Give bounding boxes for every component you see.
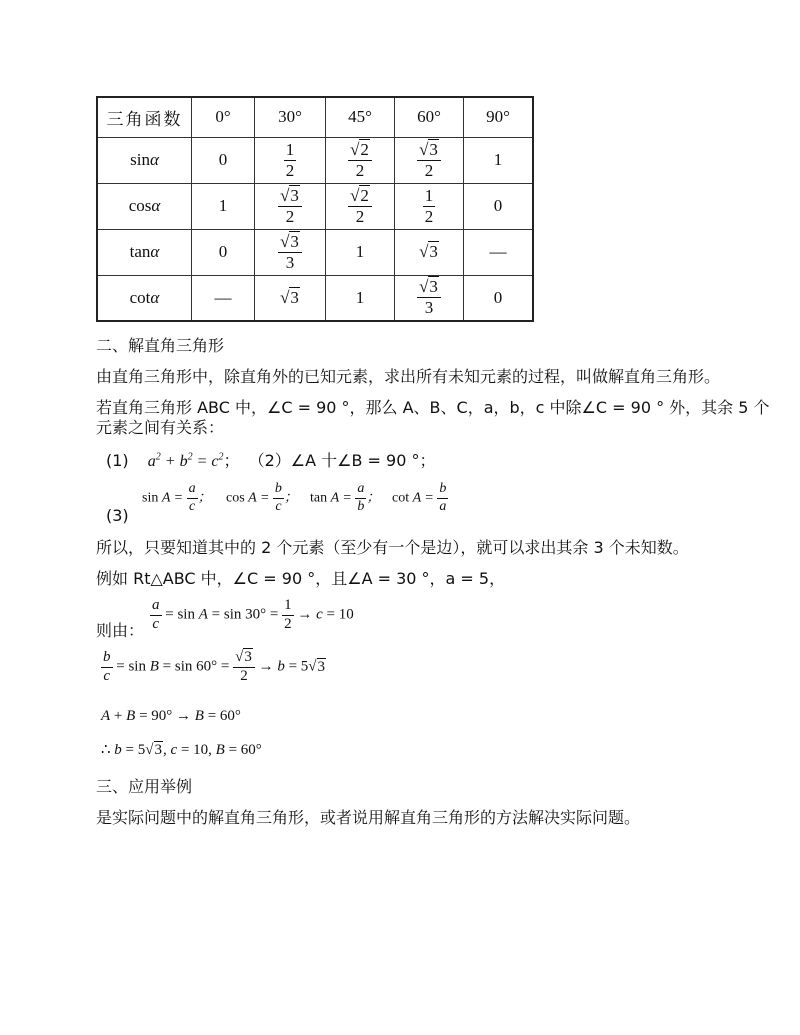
function-name: sin (130, 150, 150, 169)
relation-item-1 (106, 448, 435, 471)
radicand: 2 (360, 139, 369, 159)
table-header-cell: 0° (192, 97, 255, 137)
fraction-denominator: 2 (355, 206, 365, 226)
paragraph-example: 例如 Rt△ABC 中，∠C = 90 °，且∠A = 30 °，a = 5， (96, 569, 506, 588)
value-cell (326, 183, 395, 229)
paragraph-definition: 由直角三角形中，除直角外的已知元素，求出所有未知元素的过程，叫做解直角三角形。 (96, 367, 721, 386)
table-header-cell: 30° (255, 97, 326, 137)
radicand: 3 (290, 185, 299, 205)
equation-angle-b: A + B = 90° → B = 60° (101, 708, 241, 724)
fraction-denominator: 3 (285, 252, 295, 272)
radicand: 3 (290, 287, 299, 307)
value-cell: — (192, 275, 255, 321)
radical: √3 (419, 242, 438, 261)
fraction-numerator: √3 (278, 233, 302, 253)
table-row (97, 137, 533, 183)
value-cell: 0 (192, 137, 255, 183)
section-heading-2: 二、解直角三角形 (96, 336, 225, 355)
fraction-denominator: 2 (355, 160, 365, 180)
fraction (423, 187, 436, 226)
value-cell: 1 (192, 183, 255, 229)
fraction-numerator: √2 (348, 141, 372, 161)
fraction-numerator: √3 (417, 141, 441, 161)
fraction (284, 141, 297, 180)
fraction (348, 141, 372, 180)
function-name-cell (97, 137, 192, 183)
table-header-cell: 45° (326, 97, 395, 137)
fraction-numerator: 1 (424, 185, 434, 205)
value-cell (255, 183, 326, 229)
function-name: cot (129, 287, 151, 307)
paragraph-relations-1: 若直角三角形 ABC 中，∠C = 90 °，那么 A、B、C，a，b，c 中除∠C = 90 ° 外，其余 5 个 (96, 398, 770, 417)
paragraph-application: 是实际问题中的解直角三角形，或者说用解直角三角形的方法解决实际问题。 (96, 808, 641, 827)
function-name-cell (97, 229, 192, 275)
table-row (97, 275, 533, 321)
radicand: 3 (290, 231, 299, 251)
sin-ratio-formula: sin A = $\frac{a}{c}$ ； (142, 481, 212, 514)
table-header-cell: 三角函数 (97, 97, 192, 137)
value-cell (395, 229, 464, 275)
value-cell: 0 (464, 183, 534, 229)
table-row (97, 183, 533, 229)
radical: √3 (280, 287, 299, 307)
value-cell (326, 137, 395, 183)
table-row (97, 229, 533, 275)
paragraph-conclusion: 所以，只要知道其中的 2 个元素（至少有一个是边），就可以求出其余 3 个未知数。 (96, 538, 689, 557)
fraction (348, 187, 372, 226)
fraction (278, 187, 302, 226)
value-cell: 1 (326, 229, 395, 275)
equation-sin30: $\frac{a}{c}$ = sin A = sin 30° = $\frac{1}{2}$ → c = 10 (152, 597, 354, 632)
item-1-label: (1) (106, 451, 129, 470)
value-cell (255, 229, 326, 275)
fraction-denominator: 2 (424, 160, 434, 180)
function-name: tan (129, 242, 151, 261)
fraction-denominator: 2 (424, 206, 434, 226)
function-argument: α (149, 150, 159, 169)
radicand: 3 (429, 242, 438, 261)
equation-result: ∴ b = 5√3, c = 10, B = 60° (101, 742, 262, 758)
function-argument: α (150, 287, 160, 307)
trig-values-table (96, 96, 534, 322)
function-argument: α (151, 196, 161, 215)
value-cell (255, 137, 326, 183)
label-from: 则由： (96, 621, 145, 640)
cot-ratio-formula: cot A = $\frac{b}{a}$ (392, 481, 447, 514)
radicand: 3 (429, 139, 438, 159)
function-name-cell (97, 275, 192, 321)
function-argument: α (150, 242, 160, 261)
value-cell (395, 275, 464, 321)
radicand: 2 (360, 185, 369, 205)
value-cell: 1 (326, 275, 395, 321)
fraction (278, 233, 302, 272)
value-cell (395, 183, 464, 229)
fraction-numerator: √3 (278, 187, 302, 207)
fraction-denominator: 2 (285, 160, 295, 180)
fraction (417, 141, 441, 180)
fraction-denominator: 3 (424, 298, 434, 318)
tan-ratio-formula: tan A = $\frac{a}{b}$ ； (310, 481, 381, 514)
equation-sin60: $\frac{b}{c}$ = sin B = sin 60° = $\frac{√3}{2}$ → b = 5√3 (103, 649, 326, 684)
fraction-numerator: 1 (285, 139, 295, 159)
value-cell (255, 275, 326, 321)
section-heading-3: 三、应用举例 (96, 777, 193, 796)
fraction-denominator: 2 (285, 206, 295, 226)
cos-ratio-formula: cos A = $\frac{b}{c}$ ； (226, 481, 298, 514)
fraction (417, 278, 441, 317)
pythagoras-formula: $a^2 + b^2 = c^2$ (147, 451, 224, 470)
value-cell (395, 137, 464, 183)
relation-item-2: （2）∠A 十∠B = 90 °； (248, 451, 436, 470)
table-header-cell: 60° (395, 97, 464, 137)
function-name: cos (128, 196, 152, 215)
value-cell: 0 (464, 275, 534, 321)
item-1-separator: ； (223, 451, 240, 470)
paragraph-relations-2: 元素之间有关系： (96, 418, 225, 437)
value-cell: 1 (464, 137, 534, 183)
item-3-label: (3) (106, 506, 129, 525)
value-cell: 0 (192, 229, 255, 275)
table-header-row (97, 97, 533, 137)
radicand: 3 (429, 277, 438, 297)
function-name-cell (97, 183, 192, 229)
table-header-cell: 90° (464, 97, 534, 137)
fraction-numerator: √2 (348, 187, 372, 207)
fraction-numerator: √3 (417, 278, 441, 298)
value-cell: — (464, 229, 534, 275)
